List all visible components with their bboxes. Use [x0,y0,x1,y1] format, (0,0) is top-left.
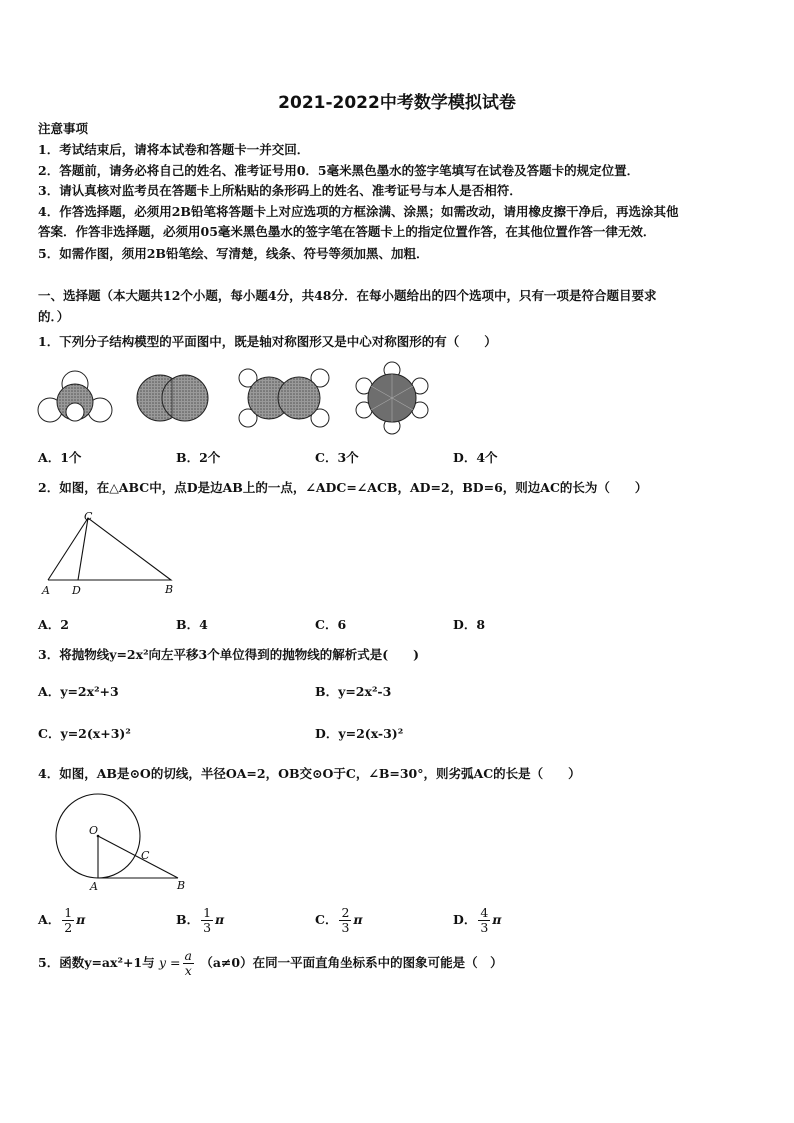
q4-option-a-fraction [62,906,74,935]
page-title: 2021-2022中考数学模拟试卷 [278,93,516,113]
q4-option-c-num: 2 [341,905,350,920]
notice-item-2: 2．答题前，请务必将自己的姓名、准考证号用0．5毫米黑色墨水的签字笔填写在试卷及答题卡的规定位置． [38,163,640,178]
q4-option-d-pi: π [492,912,502,927]
q2-option-c: C．6 [315,617,347,632]
molecule-3 [239,369,329,427]
q4-option-a [38,906,85,935]
q3-option-c: C．y=2(x+3)² [38,726,131,741]
q4-option-d [453,906,501,935]
q1-stem: 1．下列分子结构模型的平面图中，既是轴对称图形又是中心对称图形的有（ ） [38,334,497,349]
q1-option-b: B．2个 [176,450,221,465]
q4-option-c-fraction [339,906,351,935]
q2-label-a: A [42,584,50,597]
notice-item-4-cont: 答案．作答非选择题，必须用05毫米黑色墨水的签字笔在答题卡上的指定位置作答，在其他位置作答一律无效． [38,224,656,239]
section-heading: 一、选择题（本大题共12个小题，每小题4分，共48分．在每小题给出的四个选项中，只有一项是符合题目要求 [38,288,657,303]
q2-option-a: A．2 [38,617,69,632]
q4-option-d-fraction [478,906,490,935]
q3-option-b: B．y=2x²-3 [315,684,392,699]
q4-option-b-den: 3 [203,920,212,935]
q4-option-c-letter: C． [315,912,338,927]
q4-option-a-letter: A． [38,912,61,927]
q4-option-c-pi: π [353,912,363,927]
q4-label-o: O [89,824,99,837]
q4-option-b [176,906,224,935]
q5-den: x [184,963,192,978]
q4-label-c: C [141,849,150,862]
q4-option-a-num: 1 [64,905,73,920]
q2-stem: 2．如图，在△ABC中，点D是边AB上的一点，∠ADC=∠ACB，AD=2，BD=6，则边AC的长为（ ） [38,480,648,495]
q4-option-d-num: 4 [480,905,489,920]
q2-label-b: B [165,583,174,596]
q4-option-b-fraction [201,906,213,935]
q2-option-d: D．8 [453,617,486,632]
q4-option-c [315,906,363,935]
q5-y: y = [159,955,181,970]
q1-option-c: C．3个 [315,450,359,465]
molecule-4 [356,362,428,434]
notice-heading: 注意事项 [38,121,89,136]
notice-item-3: 3．请认真核对监考员在答题卡上所粘贴的条形码上的姓名、准考证号与本人是否相符． [38,183,522,198]
q4-circle-figure [52,792,192,896]
q4-stem: 4．如图，AB是⊙O的切线，半径OA=2，OB交⊙O于C，∠B=30°，则劣弧AC的长是（ ） [38,766,581,781]
q4-option-b-letter: B． [176,912,200,927]
q4-option-a-pi: π [76,912,86,927]
q4-label-a: A [90,880,98,893]
q4-option-d-den: 3 [480,920,489,935]
q2-label-d: D [72,584,81,597]
q2-option-b: B．4 [176,617,208,632]
notice-item-4: 4．作答选择题，必须用2B铅笔将答题卡上对应选项的方框涂满、涂黑；如需改动，请用橡皮擦干净后，再选涂其他 [38,204,679,219]
q4-option-d-letter: D． [453,912,477,927]
q5-fraction [183,949,194,978]
q4-option-a-den: 2 [64,920,73,935]
q5-stem [38,949,503,978]
q2-triangle-figure [38,508,183,600]
q5-num: a [184,948,192,963]
molecule-2 [137,375,208,421]
q4-option-b-num: 1 [203,905,212,920]
q3-option-d: D．y=2(x-3)² [315,726,404,741]
q4-option-c-den: 3 [341,920,350,935]
q1-option-a: A．1个 [38,450,82,465]
q1-option-d: D．4个 [453,450,498,465]
molecule-1 [38,371,112,422]
q4-label-b: B [177,879,186,892]
q1-molecule-figures [35,360,427,436]
section-heading-cont: 的．） [38,309,70,324]
q3-stem: 3．将抛物线y=2x²向左平移3个单位得到的抛物线的解析式是( ) [38,647,420,662]
q2-label-c: C [84,510,93,523]
notice-item-1: 1．考试结束后，请将本试卷和答题卡一并交回． [38,142,310,157]
q5-stem-after: （a≠0）在同一平面直角坐标系中的图象可能是（ ） [200,955,503,970]
notice-item-5: 5．如需作图，须用2B铅笔绘、写清楚，线条、符号等须加黑、加粗． [38,246,429,261]
q4-option-b-pi: π [215,912,225,927]
q3-option-a: A．y=2x²+3 [38,684,119,699]
q5-stem-before: 5．函数y=ax²+1与 [38,955,155,970]
